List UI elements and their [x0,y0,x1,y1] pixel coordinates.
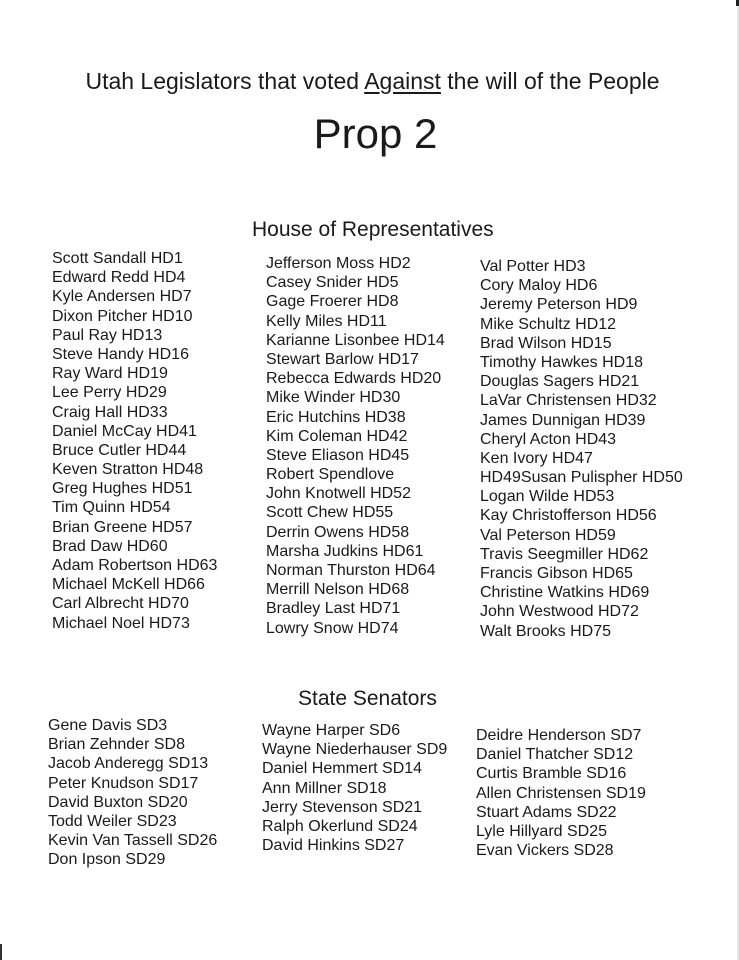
senate-column-2 [262,721,447,855]
legislator-name: Stewart Barlow HD17 [266,350,419,368]
legislator-name: John Knotwell HD52 [266,485,411,503]
senator-name: Deidre Henderson SD7 [476,727,642,744]
legislator-name: Gage Froerer HD8 [266,293,399,311]
senator-name: Allen Christensen SD19 [476,784,646,802]
senator-name: Curtis Bramble SD16 [476,765,627,783]
legislator-name: Lowry Snow HD74 [266,619,399,637]
legislator-name: Kim Coleman HD42 [266,427,408,445]
senator-name: Don Ipson SD29 [48,851,166,869]
legislator-name: Ken Ivory HD47 [480,449,593,467]
senator-name: Gene Davis SD3 [48,717,168,734]
legislator-name: Francis Gibson HD65 [480,565,633,582]
scan-corner-mark [0,944,2,960]
legislator-name: Paul Ray HD13 [52,326,163,344]
legislator-name: Derrin Owens HD58 [266,523,410,541]
legislator-name: Cory Maloy HD6 [480,277,598,295]
senator-name: Ralph Okerlund SD24 [262,817,418,835]
legislator-name: Steve Eliason HD45 [266,446,410,464]
senator-name: Wayne Harper SD6 [262,722,401,739]
legislator-name: Ray Ward HD19 [52,365,168,383]
legislator-name: John Westwood HD72 [480,603,639,621]
house-column-2 [266,254,445,638]
legislator-name: Jeremy Peterson HD9 [480,296,638,314]
legislator-name: Brad Wilson HD15 [480,334,612,352]
document-title: Prop 2 [313,110,438,157]
senator-name: Peter Knudson SD17 [48,774,199,792]
legislator-name: Walt Brooks HD75 [480,622,611,640]
legislator-name: Eric Hutchins HD38 [266,408,406,426]
senator-name: Daniel Hemmert SD14 [262,760,423,778]
legislator-name: Karianne Lisonbee HD14 [266,331,445,349]
legislator-name: Kelly Miles HD11 [266,312,387,330]
senator-name: Kevin Van Tassell SD26 [48,832,218,850]
senator-name: Jerry Stevenson SD21 [262,798,423,816]
legislator-name: Michael McKell HD66 [52,576,205,594]
legislator-name: Keven Stratton HD48 [52,461,204,479]
document-subtitle [3,68,739,95]
legislator-name: Dixon Pitcher HD10 [52,307,193,325]
senator-name: Stuart Adams SD22 [476,803,617,821]
legislator-name: Scott Chew HD55 [266,504,394,522]
legislator-name: Logan Wilde HD53 [480,488,615,506]
legislator-name: Val Potter HD3 [480,258,586,275]
legislator-name: Val Peterson HD59 [480,526,616,544]
legislator-name: Casey Snider HD5 [266,274,399,292]
house-section-title: House of Representatives [252,218,494,241]
senate-column-3 [476,726,646,860]
legislator-name: Travis Seegmiller HD62 [480,545,649,563]
legislator-name: Edward Redd HD4 [52,269,186,287]
legislator-name: Douglas Sagers HD21 [480,373,640,391]
legislator-name: Marsha Judkins HD61 [266,542,424,560]
legislator-name: Robert Spendlove [266,466,395,484]
legislator-name: Daniel McCay HD41 [52,422,197,440]
legislator-name: Bruce Cutler HD44 [52,441,187,459]
senator-name: Daniel Thatcher SD12 [476,746,634,764]
legislator-name: Mike Winder HD30 [266,389,401,407]
legislator-name: Jefferson Moss HD2 [266,255,411,272]
senator-name: David Buxton SD20 [48,793,188,811]
legislator-name: Carl Albrecht HD70 [52,595,189,613]
legislator-name: Michael Noel HD73 [52,614,190,632]
legislator-name: Lee Perry HD29 [52,384,167,402]
senator-name: Todd Weiler SD23 [48,812,177,830]
legislator-name: Kay Christofferson HD56 [480,507,657,525]
legislator-name: Norman Thurston HD64 [266,562,436,579]
senator-name: David Hinkins SD27 [262,837,405,855]
legislator-name: Greg Hughes HD51 [52,480,193,498]
senate-column-1 [48,716,217,870]
legislator-name: Steve Handy HD16 [52,345,189,363]
legislator-name: Christine Watkins HD69 [480,584,650,602]
subtitle-tail: the will of the People [440,68,660,94]
legislator-name: Scott Sandall HD1 [52,250,183,267]
legislator-name: Rebecca Edwards HD20 [266,370,442,388]
senator-name: Brian Zehnder SD8 [48,736,185,754]
legislator-name: Brad Daw HD60 [52,537,168,555]
legislator-name: Tim Quinn HD54 [52,499,171,517]
legislator-name: Bradley Last HD71 [266,600,401,618]
legislator-name: Merrill Nelson HD68 [266,581,410,599]
legislator-name: LaVar Christensen HD32 [480,392,657,410]
senator-name: Lyle Hillyard SD25 [476,822,608,840]
senator-name: Evan Vickers SD28 [476,842,614,860]
legislator-name: Timothy Hawkes HD18 [480,353,644,371]
legislator-name: Cheryl Acton HD43 [480,430,617,448]
legislator-name: Mike Schultz HD12 [480,315,617,333]
senate-section-title: State Senators [298,687,437,710]
legislator-name: Craig Hall HD33 [52,403,168,421]
subtitle-emphasis: Against [364,68,441,94]
legislator-name: Kyle Andersen HD7 [52,288,192,306]
senator-name: Jacob Anderegg SD13 [48,755,209,773]
legislator-name: Brian Greene HD57 [52,518,193,536]
subtitle-lead: Utah Legislators that voted [85,68,365,94]
legislator-name: James Dunnigan HD39 [480,411,646,429]
senator-name: Wayne Niederhauser SD9 [262,741,448,759]
house-column-1 [52,249,217,633]
legislator-name: HD49Susan Pulispher HD50 [480,469,683,487]
legislator-name: Adam Robertson HD63 [52,557,218,574]
house-column-3 [480,257,683,641]
senator-name: Ann Millner SD18 [262,779,387,797]
